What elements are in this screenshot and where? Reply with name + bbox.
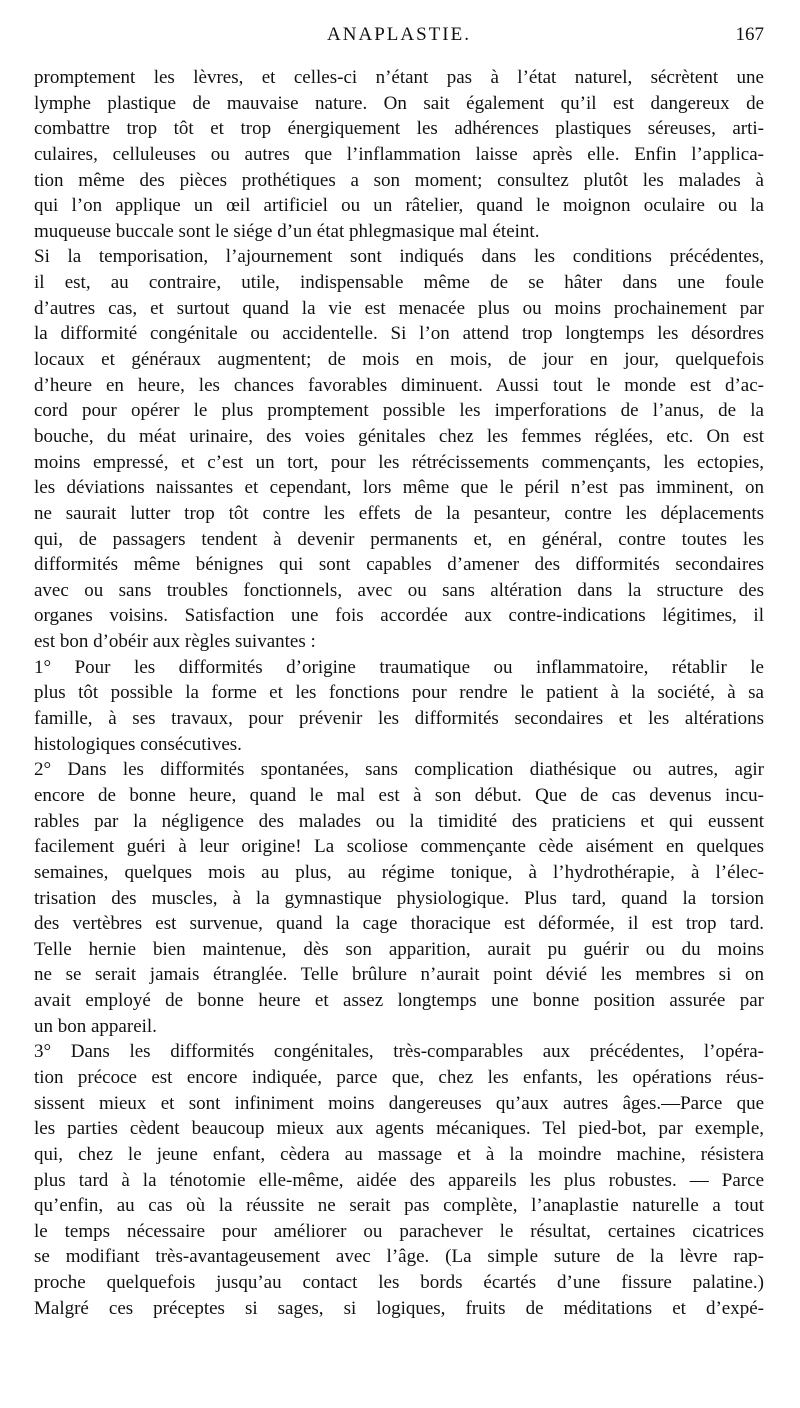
text-line: promptement les lèvres, et celles-ci n’étant pas à l’état naturel, sécrètent une bbox=[34, 67, 764, 88]
text-line: difformités même bénignes qui sont capables d’amener des difformités secondaires bbox=[34, 554, 764, 576]
text-line: tion même des pièces prothétiques a son moment; consultez plutôt les malades à bbox=[34, 169, 764, 191]
running-title: ANAPLASTIE. bbox=[327, 24, 471, 45]
text-line: locaux et généraux augmentent; de mois en mois, de jour en jour, quelquefois bbox=[34, 349, 764, 371]
page-header bbox=[34, 24, 764, 54]
text-line: le temps nécessaire pour améliorer ou parachever le résultat, certaines cicatrices bbox=[34, 1220, 764, 1242]
text-line: Si la temporisation, l’ajournement sont indiqués dans les conditions précédentes, bbox=[34, 246, 764, 268]
text-line: 2° Dans les difformités spontanées, sans complication diathésique ou autres, agir bbox=[34, 759, 764, 781]
text-line: organes voisins. Satisfaction une fois accordée aux contre-indications légitimes, il bbox=[34, 605, 764, 627]
text-line: des vertèbres est survenue, quand la cage thoracique est déformée, il est trop tard. bbox=[34, 913, 764, 935]
text-line: ne saurait lutter trop tôt contre les effets de la pesanteur, contre les déplacements bbox=[34, 502, 764, 524]
text-line: est bon d’obéir aux règles suivantes : bbox=[34, 631, 316, 653]
text-line: combattre trop tôt et trop énergiquement les adhérences plastiques séreuses, arti- bbox=[34, 118, 764, 140]
text-line: Telle hernie bien maintenue, dès son apparition, aurait pu guérir ou du moins bbox=[34, 938, 764, 960]
text-line: un bon appareil. bbox=[34, 1015, 157, 1037]
text-line: tion précoce est encore indiquée, parce que, chez les enfants, les opérations réus- bbox=[34, 1066, 764, 1088]
text-line: d’autres cas, et surtout quand la vie est menacée plus ou moins prochainement par bbox=[34, 297, 764, 319]
text-line: rables par la négligence des malades ou la timidité des praticiens et qui eussent bbox=[34, 810, 764, 832]
text-line: ne se serait jamais étranglée. Telle brûlure n’aurait point dévié les membres si on bbox=[34, 964, 764, 986]
text-line: bouche, du méat urinaire, des voies génitales chez les femmes réglées, etc. On est bbox=[34, 425, 764, 447]
text-line: il est, au contraire, utile, indispensable même de se hâter dans une foule bbox=[34, 272, 764, 294]
text-line: qu’enfin, au cas où la réussite ne serait pas complète, l’anaplastie naturelle a tout bbox=[34, 1195, 764, 1217]
body-text bbox=[34, 65, 764, 1321]
text-line: muqueuse buccale sont le siége d’un état phlegmasique mal éteint. bbox=[34, 220, 540, 242]
text-line: lymphe plastique de mauvaise nature. On sait également qu’il est dangereux de bbox=[34, 92, 764, 114]
text-line: qui l’on applique un œil artificiel ou un râtelier, quand le moignon oculaire ou la bbox=[34, 195, 764, 217]
text-line: plus tard à la ténotomie elle-même, aidée des appareils les plus robustes. — Parce bbox=[34, 1169, 764, 1191]
text-line: cord pour opérer le plus promptement possible les imperforations de l’anus, de la bbox=[34, 400, 764, 422]
text-line: qui, chez le jeune enfant, cèdera au massage et à la moindre machine, résistera bbox=[34, 1143, 764, 1165]
text-line: histologiques consécutives. bbox=[34, 733, 242, 755]
text-line: proche quelquefois jusqu’au contact les bords écartés d’une fissure palatine.) bbox=[34, 1272, 764, 1294]
text-line: 3° Dans les difformités congénitales, très-comparables aux précédentes, l’opéra- bbox=[34, 1041, 764, 1063]
text-line: moins empressé, et c’est un tort, pour les rétrécissements commençants, les ectopies, bbox=[34, 451, 764, 473]
text-line: famille, à ses travaux, pour prévenir les difformités secondaires et les altérations bbox=[34, 708, 764, 730]
text-line: se modifiant très-avantageusement avec l’âge. (La simple suture de la lèvre rap- bbox=[34, 1246, 764, 1268]
text-line: sissent mieux et sont infiniment moins dangereuses qu’aux autres âges.—Parce que bbox=[34, 1092, 764, 1114]
text-line: culaires, celluleuses ou autres que l’inflammation laisse après elle. Enfin l’applica- bbox=[34, 143, 764, 165]
text-line: Malgré ces préceptes si sages, si logiques, fruits de méditations et d’expé- bbox=[34, 1297, 764, 1319]
text-line: facilement guéri à leur origine! La scoliose commençante cède aisément en quelques bbox=[34, 836, 764, 858]
text-line: encore de bonne heure, quand le mal est à son début. Que de cas devenus incu- bbox=[34, 784, 764, 806]
text-line: qui, de passagers tendent à devenir permanents et, en général, contre toutes les bbox=[34, 528, 764, 550]
text-line: les parties cèdent beaucoup mieux aux agents mécaniques. Tel pied-bot, par exemple, bbox=[34, 1118, 764, 1140]
text-line: trisation des muscles, à la gymnastique physiologique. Plus tard, quand la torsion bbox=[34, 887, 764, 909]
text-line: plus tôt possible la forme et les fonctions pour rendre le patient à la société, à sa bbox=[34, 682, 764, 704]
text-line: 1° Pour les difformités d’origine traumatique ou inflammatoire, rétablir le bbox=[34, 656, 764, 678]
text-line: semaines, quelques mois au plus, au régime tonique, à l’hydrothérapie, à l’élec- bbox=[34, 861, 764, 883]
text-line: les déviations naissantes et cependant, lors même que le péril n’est pas imminent, on bbox=[34, 477, 764, 499]
page-number: 167 bbox=[735, 24, 764, 45]
text-line: la difformité congénitale ou accidentelle. Si l’on attend trop longtemps les désordres bbox=[34, 323, 764, 345]
text-line: d’heure en heure, les chances favorables diminuent. Aussi tout le monde est d’ac- bbox=[34, 374, 764, 396]
text-line: avait employé de bonne heure et assez longtemps une bonne position assurée par bbox=[34, 990, 764, 1012]
text-line: avec ou sans troubles fonctionnels, avec ou sans altération dans la structure des bbox=[34, 579, 764, 601]
